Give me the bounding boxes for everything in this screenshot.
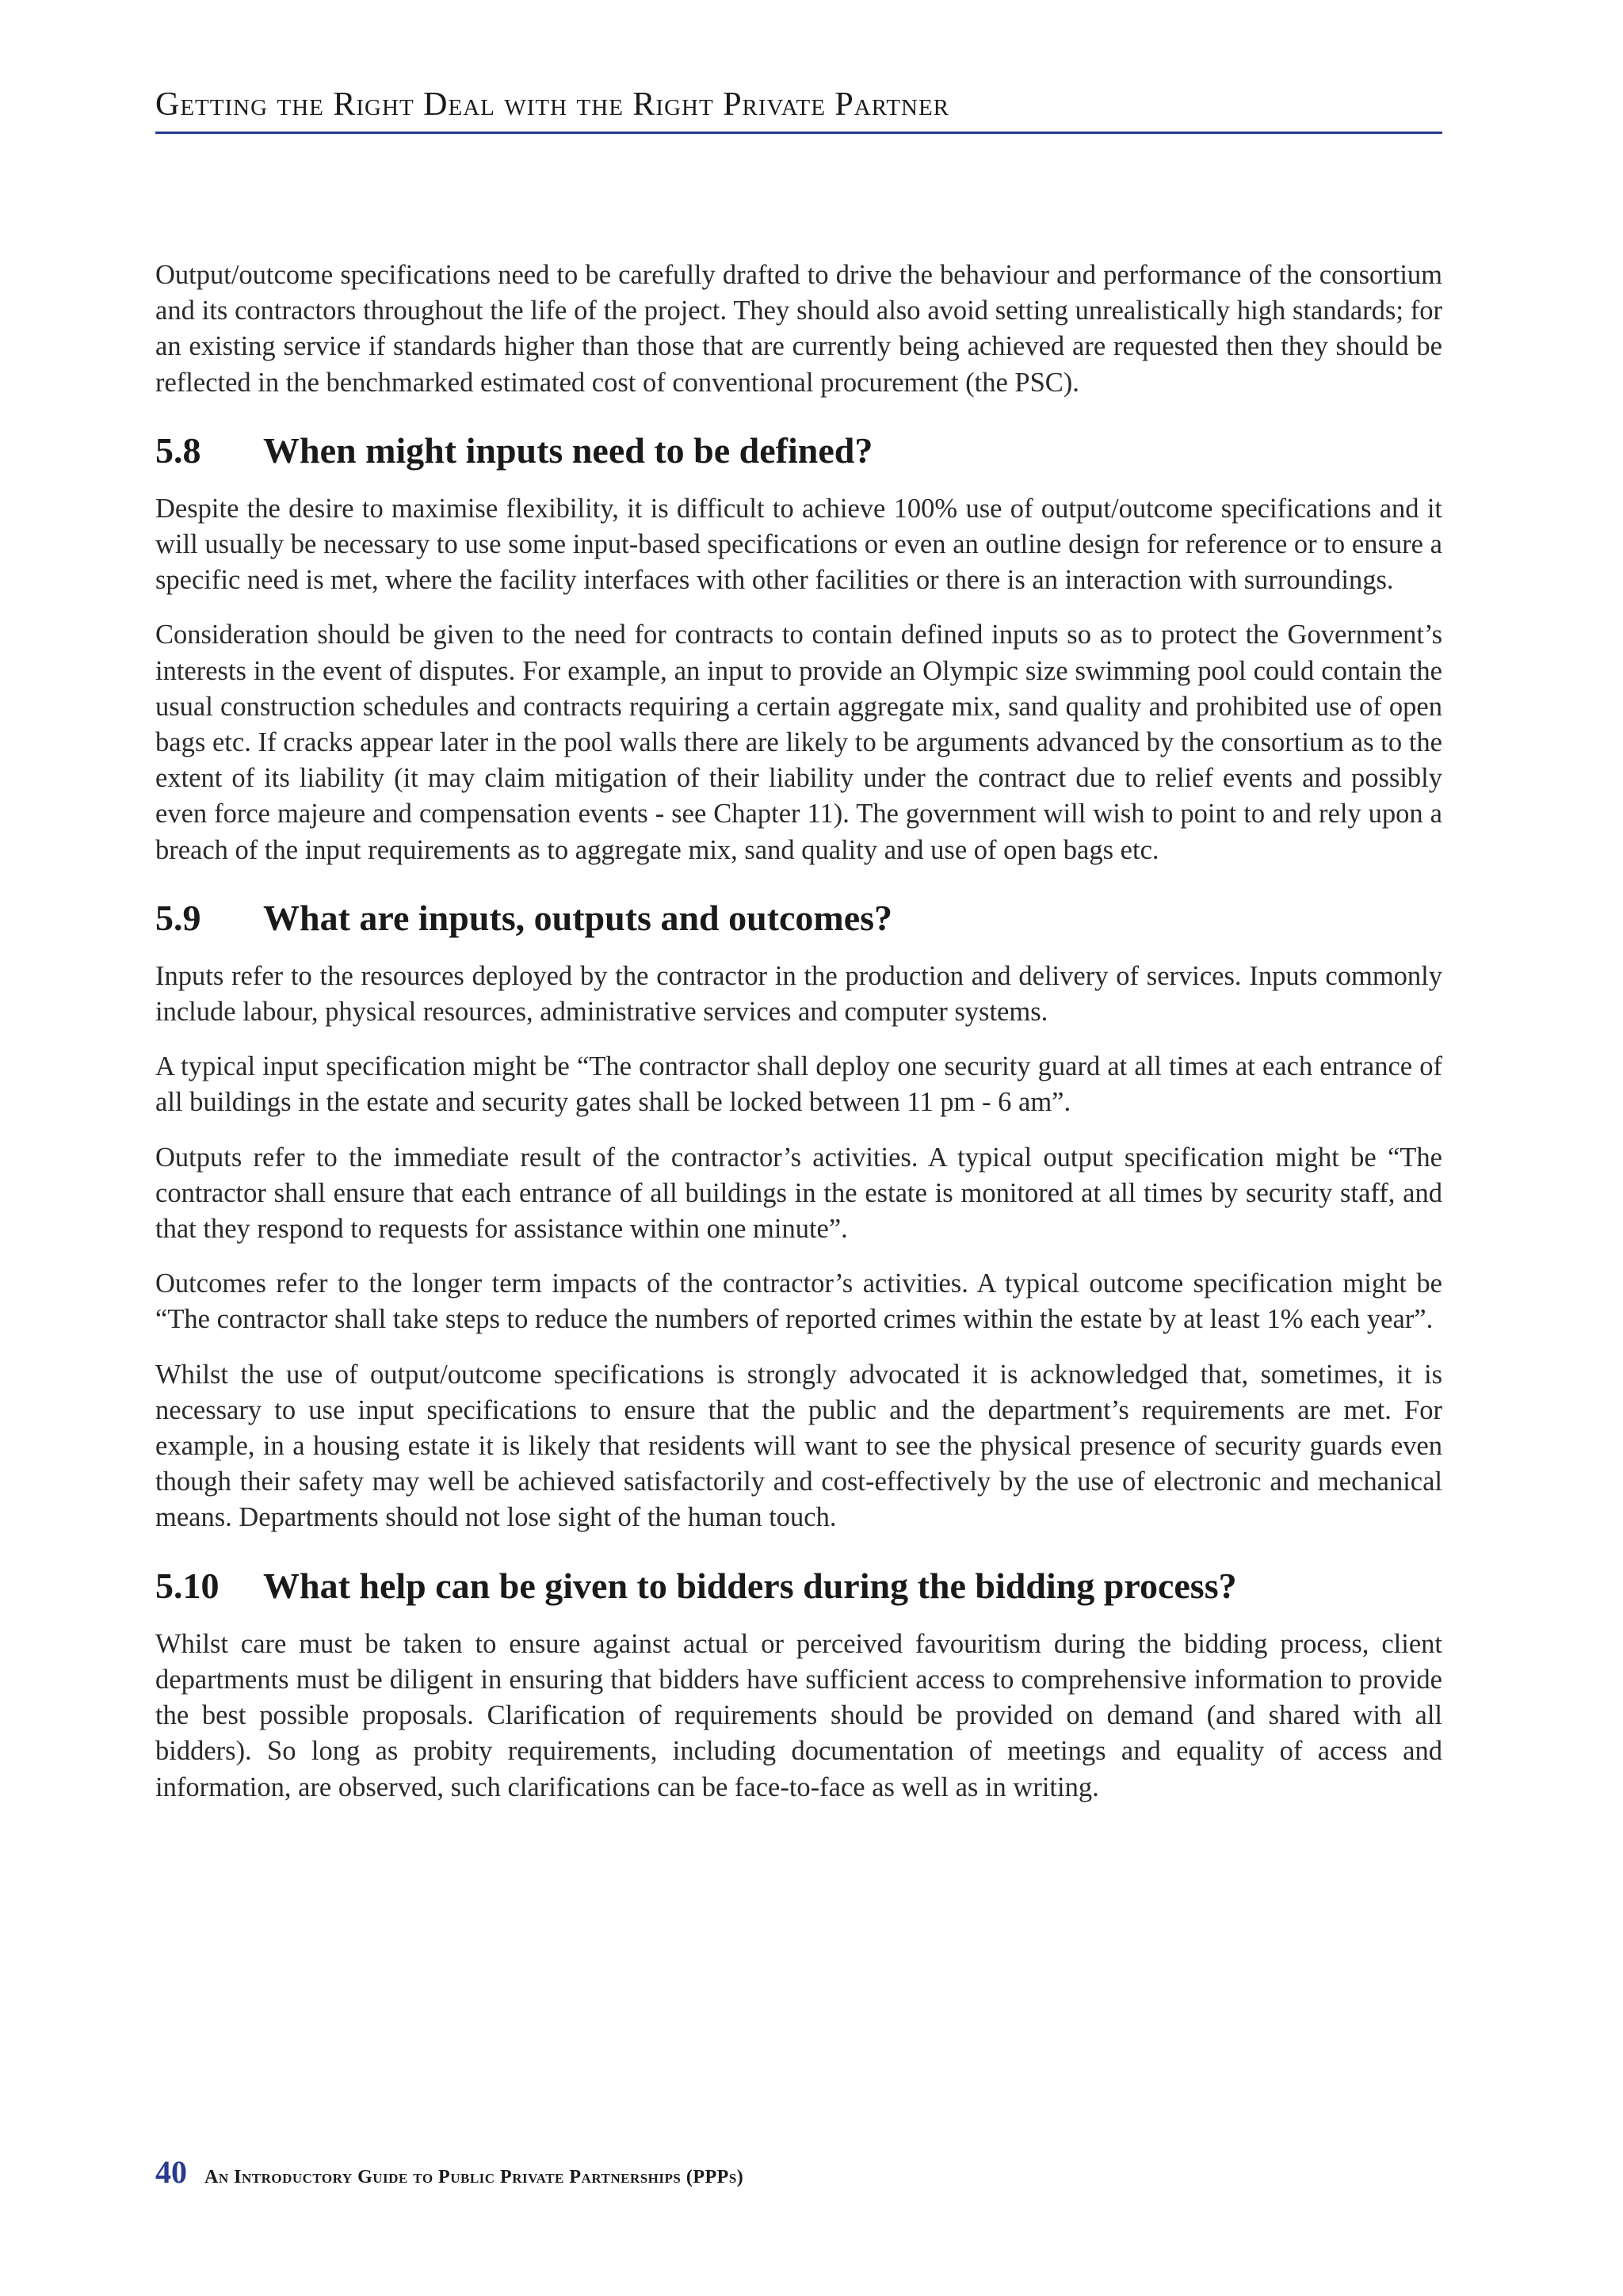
- paragraph: Whilst the use of output/outcome specifications is strongly advocated it is acknowledged that, sometimes, it is necessary to use input specifications to ensure that the public and the department’s requirements are met. For example, in a housing estate it is likely that residents will want to see the physical presence of security guards even though their safety may well be achieved satisfactorily and cost-effectively by the use of electronic and mechanical means. Departments should not lose sight of the human touch.: [155, 1359, 1442, 1533]
- intro-paragraph: Output/outcome specifications need to be carefully drafted to drive the behaviour and performance of the consortium and its contractors throughout the life of the project. They should also avoid setting unrealistically high standards; for an existing service if standards higher than those that are currently being achieved are requested then they should be reflected in the benchmarked estimated cost of conventional procurement (the PSC).: [155, 260, 1442, 398]
- section-heading-5-8: [155, 428, 1442, 474]
- running-header: Getting the Right Deal with the Right Private Partner: [155, 82, 1442, 134]
- section-number: 5.9: [155, 897, 201, 938]
- section-title: When might inputs need to be defined?: [263, 429, 873, 471]
- paragraph: Despite the desire to maximise flexibility, it is difficult to achieve 100% use of output/outcome specifications and it will usually be necessary to use some input-based specifications or even an outline design for reference or to ensure a specific need is met, where the facility interfaces with other facilities or there is an interaction with surroundings.: [155, 493, 1442, 596]
- section-title: What are inputs, outputs and outcomes?: [263, 897, 893, 938]
- section-title: What help can be given to bidders during the bidding process?: [263, 1565, 1237, 1606]
- paragraph: A typical input specification might be “The contractor shall deploy one security guard at all times at each entrance of all buildings in the estate and security gates shall be locked between 11 pm - 6 am”.: [155, 1051, 1442, 1118]
- paragraph: Consideration should be given to the need for contracts to contain defined inputs so as to protect the Government’s interests in the event of disputes. For example, an input to provide an Olympic size swimming pool could contain the usual construction schedules and contracts requiring a certain aggregate mix, sand quality and prohibited use of open bags etc. If cracks appear later in the pool walls there are likely to be arguments advanced by the consortium as to the extent of its liability (it may claim mitigation of their liability under the contract due to relief events and possibly even force majeure and compensation events - see Chapter 11). The government will wish to point to and rely upon a breach of the input requirements as to aggregate mix, sand quality and use of open bags etc.: [155, 620, 1442, 865]
- section-heading-5-10: [155, 1563, 1442, 1609]
- footer-title: An Introductory Guide to Public Private Partnerships (PPPs): [204, 2167, 744, 2187]
- page-footer: [155, 2153, 743, 2191]
- section-number: 5.8: [155, 429, 201, 471]
- paragraph: Inputs refer to the resources deployed by the contractor in the production and delivery of services. Inputs commonly include labour, physical resources, administrative services and computer systems.: [155, 960, 1442, 1028]
- paragraph: Whilst care must be taken to ensure against actual or perceived favouritism during the bidding process, client departments must be diligent in ensuring that bidders have sufficient access to comprehensive information to provide the best possible proposals. Clarification of requirements should be provided on demand (and shared with all bidders). So long as probity requirements, including documentation of meetings and equality of access and information, are observed, such clarifications can be face-to-face as well as in writing.: [155, 1628, 1442, 1802]
- main-content: [155, 257, 1442, 1825]
- section-number: 5.10: [155, 1565, 220, 1606]
- paragraph: Outputs refer to the immediate result of the contractor’s activities. A typical output specification might be “The contractor shall ensure that each entrance of all buildings in the estate is monitored at all times by security staff, and that they respond to requests for assistance within one minute”.: [155, 1142, 1442, 1245]
- page-number: 40: [155, 2154, 187, 2190]
- section-heading-5-9: [155, 895, 1442, 941]
- paragraph: Outcomes refer to the longer term impacts of the contractor’s activities. A typical outcome specification might be “The contractor shall take steps to reduce the numbers of reported crimes within the estate by at least 1% each year”.: [155, 1268, 1442, 1335]
